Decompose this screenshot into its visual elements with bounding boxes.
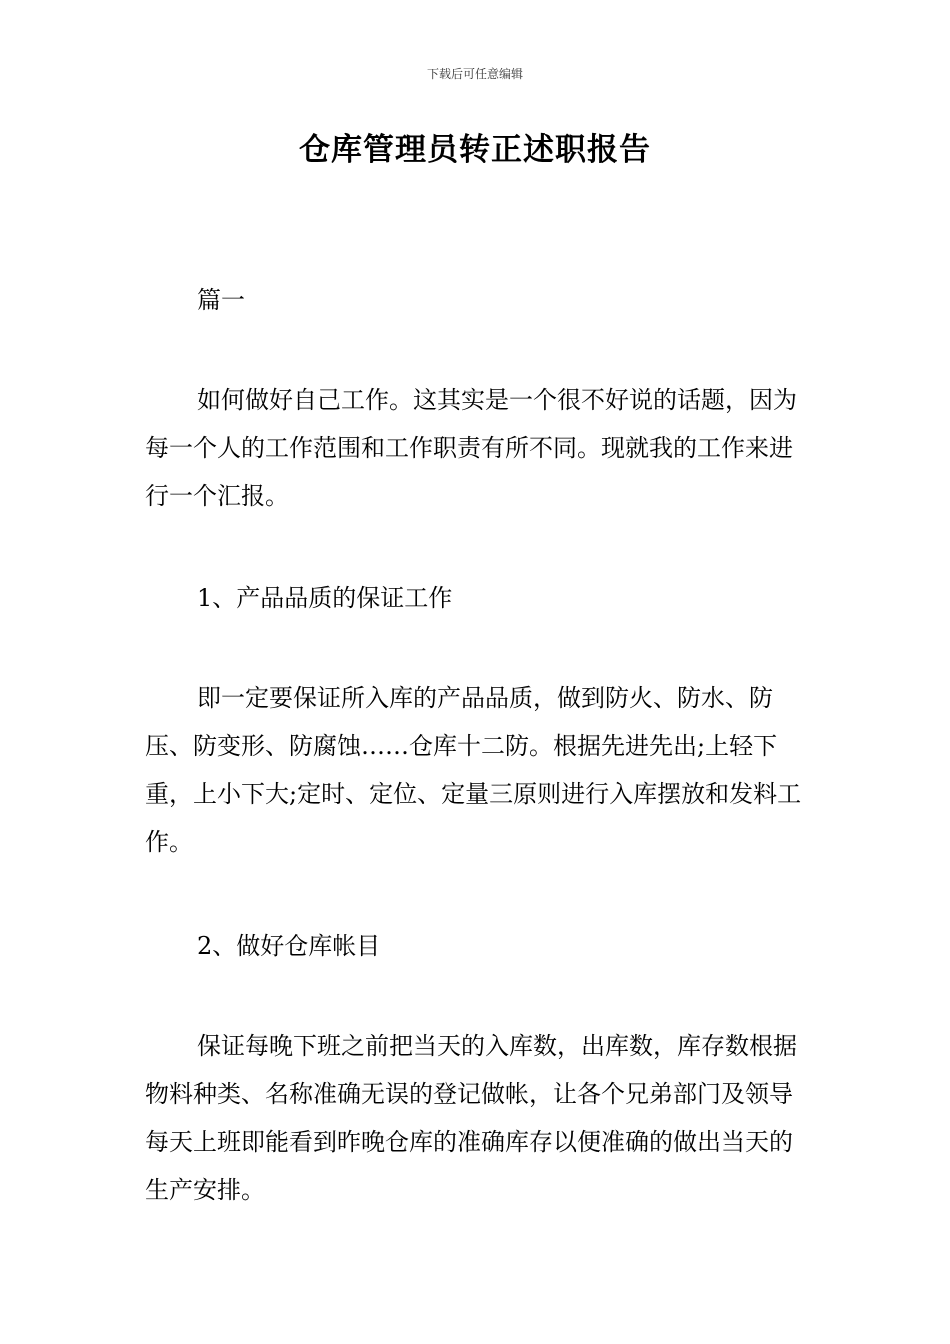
paragraph-product-quality: 即一定要保证所入库的产品品质，做到防火、防水、防压、防变形、防腐蚀……仓库十二防。根据先进先出;上轻下重，上小下大;定时、定位、定量三原则进行入库摆放和发料工作。 — [145, 684, 802, 856]
document-title: 仓库管理员转正述职报告 — [299, 132, 651, 168]
paragraph-intro: 如何做好自己工作。这其实是一个很不好说的话题，因为每一个人的工作范围和工作职责有所不同。现就我的工作来进行一个汇报。 — [145, 386, 797, 510]
heading-warehouse-accounts: 2、做好仓库帐目 — [197, 932, 381, 960]
section-label: 篇一 — [197, 286, 245, 314]
heading-product-quality: 1、产品品质的保证工作 — [197, 584, 453, 612]
paragraph-warehouse-accounts: 保证每晚下班之前把当天的入库数，出库数，库存数根据物料种类、名称准确无误的登记做帐，让各个兄弟部门及领导每天上班即能看到昨晚仓库的准确库存以便准确的做出当天的生产安排。 — [145, 1032, 797, 1204]
header-note: 下载后可任意编辑 — [426, 67, 523, 81]
